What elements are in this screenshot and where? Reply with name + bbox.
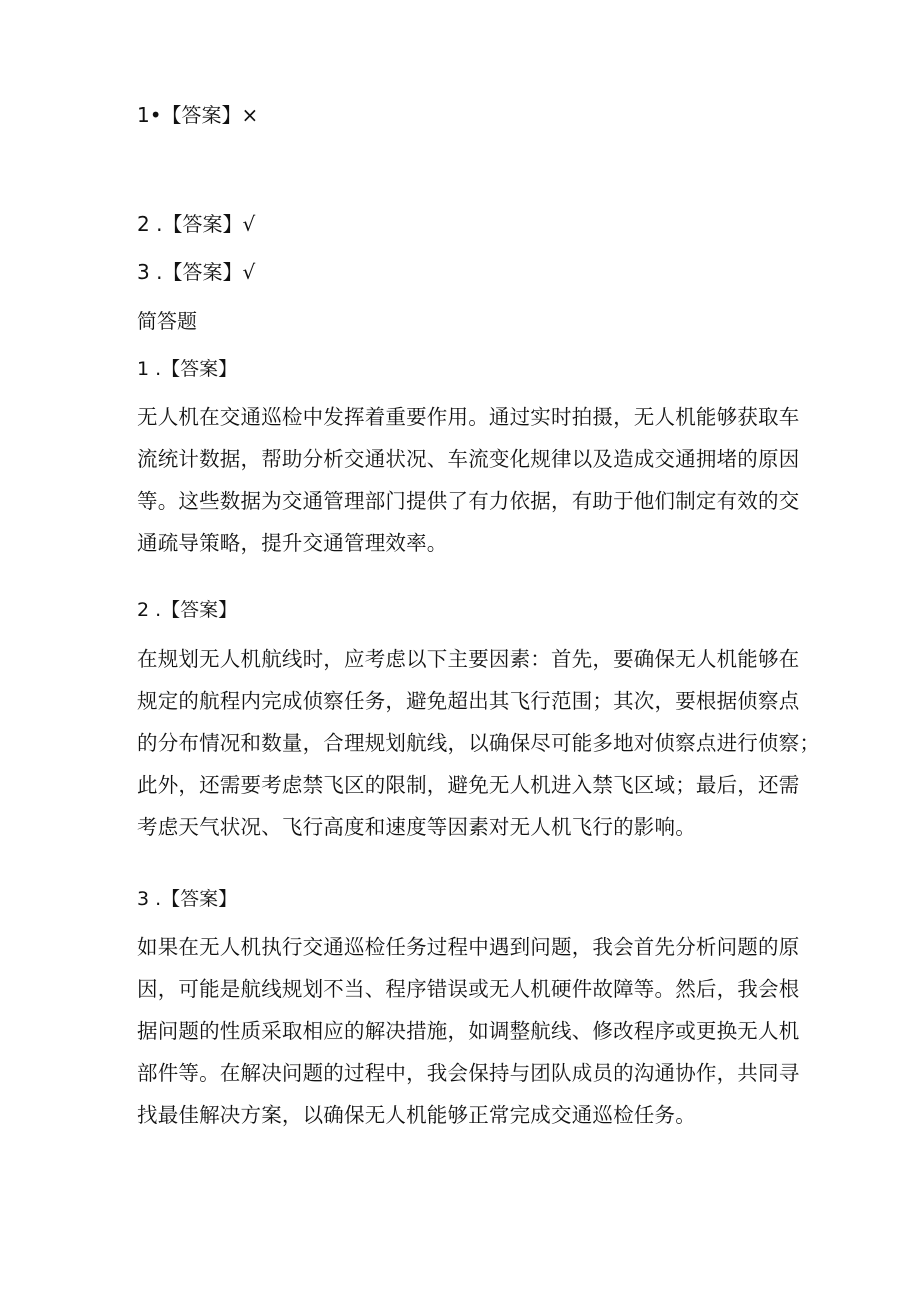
tf-answer-2-number: 2 .	[137, 212, 163, 236]
short-answer-2-line-1: 在规划无人机航线时，应考虑以下主要因素：首先，要确保无人机能够在	[137, 647, 800, 671]
short-answer-1-line-4: 通疏导策略，提升交通管理效率。	[137, 531, 448, 555]
short-answer-2-line-5: 考虑天气状况、飞行高度和速度等因素对无人机飞行的影响。	[137, 815, 696, 839]
short-answer-1-number: 1 .	[137, 358, 162, 380]
short-answer-2-text	[137, 638, 821, 848]
tf-answer-2-mark: √	[242, 212, 256, 236]
tf-answer-1-number: 1•	[137, 103, 162, 127]
short-answer-2-line-3: 的分布情况和数量，合理规划航线，以确保尽可能多地对侦察点进行侦察；	[137, 731, 821, 755]
tf-answer-2-label: 【答案】	[162, 212, 243, 236]
tf-answer-3	[137, 258, 255, 286]
section-title: 简答题	[137, 309, 197, 333]
tf-answer-3-mark: √	[242, 260, 256, 284]
short-answer-1-line-2: 流统计数据，帮助分析交通状况、车流变化规律以及造成交通拥堵的原因	[137, 447, 800, 471]
short-answer-1-text	[137, 396, 800, 564]
short-answer-3-line-5: 找最佳解决方案，以确保无人机能够正常完成交通巡检任务。	[137, 1103, 696, 1127]
short-answer-2-label: 【答案】	[161, 599, 238, 621]
short-answer-3-text	[137, 926, 800, 1136]
tf-answer-3-label: 【答案】	[162, 260, 243, 284]
short-answer-2-line-4: 此外，还需要考虑禁飞区的限制，避免无人机进入禁飞区域；最后，还需	[137, 773, 800, 797]
tf-answer-1-mark: ×	[241, 103, 259, 127]
tf-answer-3-number: 3 .	[137, 260, 163, 284]
short-answer-2-number: 2 .	[137, 599, 162, 621]
short-answer-3-number: 3 .	[137, 888, 162, 910]
short-answer-2-heading	[137, 596, 237, 624]
short-answer-1-line-3: 等。这些数据为交通管理部门提供了有力依据，有助于他们制定有效的交	[137, 489, 800, 513]
short-answer-3-line-2: 因，可能是航线规划不当、程序错误或无人机硬件故障等。然后，我会根	[137, 977, 800, 1001]
short-answer-3-heading	[137, 885, 237, 913]
short-answer-2-line-2: 规定的航程内完成侦察任务，避免超出其飞行范围；其次，要根据侦察点	[137, 689, 800, 713]
short-answer-1-line-1: 无人机在交通巡检中发挥着重要作用。通过实时拍摄，无人机能够获取车	[137, 405, 800, 429]
tf-answer-1	[137, 101, 258, 129]
tf-answer-1-label: 【答案】	[161, 103, 242, 127]
tf-answer-2	[137, 210, 255, 238]
short-answer-1-heading	[137, 355, 237, 383]
short-answer-1-label: 【答案】	[161, 358, 238, 380]
short-answer-3-line-1: 如果在无人机执行交通巡检任务过程中遇到问题，我会首先分析问题的原	[137, 935, 800, 959]
short-answer-3-label: 【答案】	[161, 888, 238, 910]
short-answer-3-line-4: 部件等。在解决问题的过程中，我会保持与团队成员的沟通协作，共同寻	[137, 1061, 800, 1085]
short-answer-3-line-3: 据问题的性质采取相应的解决措施，如调整航线、修改程序或更换无人机	[137, 1019, 800, 1043]
